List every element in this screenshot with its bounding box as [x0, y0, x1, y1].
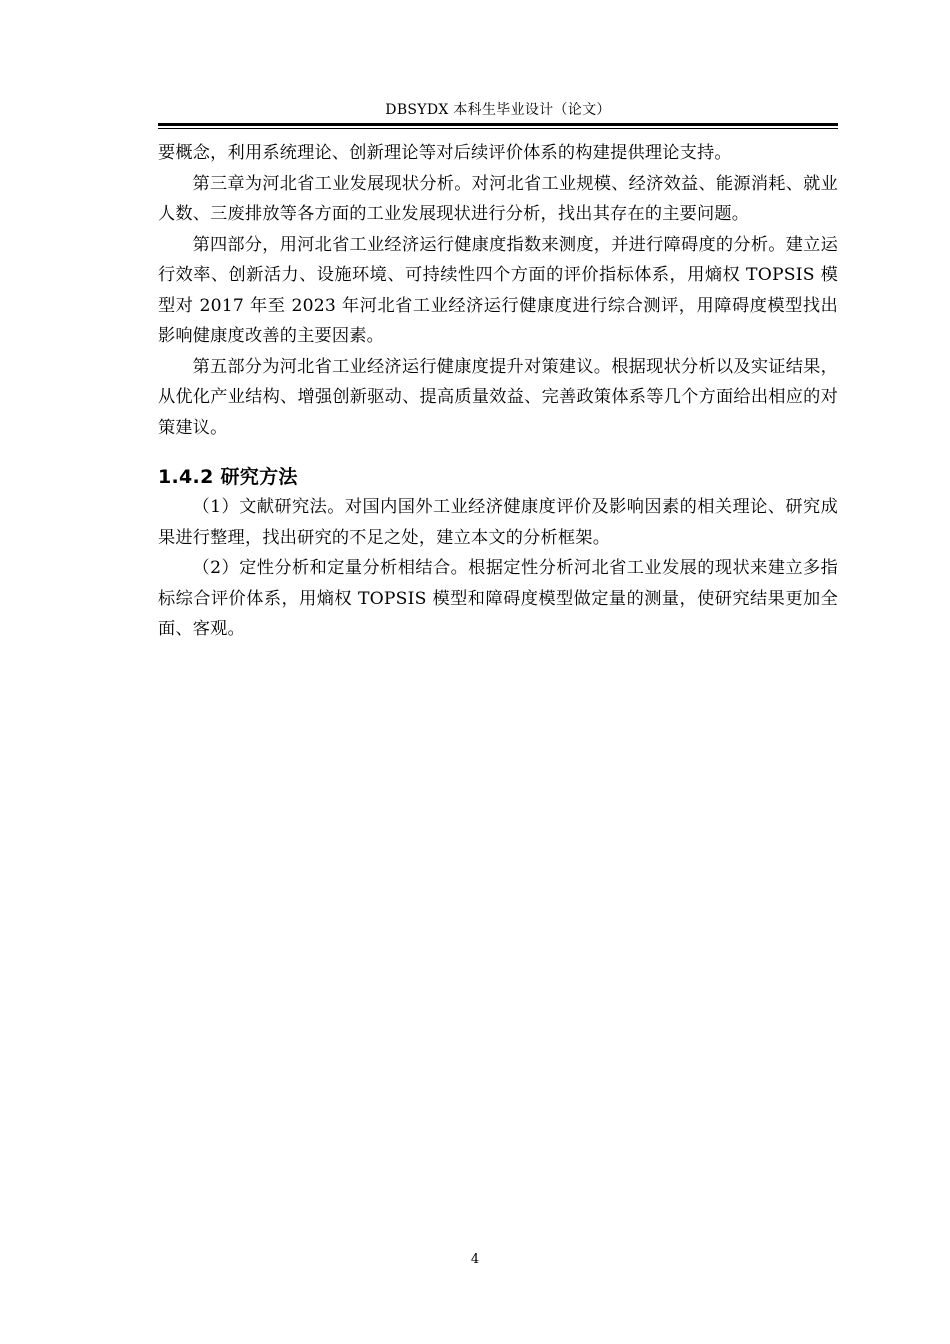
section-gap	[158, 443, 838, 462]
paragraph-part-four: 第四部分，用河北省工业经济运行健康度指数来测度，并进行障碍度的分析。建立运行效率、创新活力、设施环境、可持续性四个方面的评价指标体系，用熵权 TOPSIS 模型对 2017 年至 2023 年河北省工业经济运行健康度进行综合测评，用障碍度模型找出影响健康度改善的主要因素。	[158, 234, 838, 346]
header-rule-thick	[158, 123, 838, 126]
paragraph-continued: 要概念，利用系统理论、创新理论等对后续评价体系的构建提供理论支持。	[158, 143, 732, 163]
page-number: 4	[470, 1252, 480, 1267]
paragraph-method-literature: （1）文献研究法。对国内国外工业经济健康度评价及影响因素的相关理论、研究成果进行整理，找出研究的不足之处，建立本文的分析框架。	[158, 497, 838, 548]
paragraph-chapter-three: 第三章为河北省工业发展现状分析。对河北省工业规模、经济效益、能源消耗、就业人数、三废排放等各方面的工业发展现状进行分析，找出其存在的主要问题。	[158, 173, 838, 224]
paragraph-part-five: 第五部分为河北省工业经济运行健康度提升对策建议。根据现状分析以及实证结果，从优化产业结构、增强创新驱动、提高质量效益、完善政策体系等几个方面给出相应的对策建议。	[158, 356, 838, 438]
paragraph-method-qualitative-quantitative: （2）定性分析和定量分析相结合。根据定性分析河北省工业发展的现状来建立多指标综合评价体系，用熵权 TOPSIS 模型和障碍度模型做定量的测量，使研究结果更加全面、客观。	[158, 558, 838, 639]
body-text	[158, 138, 838, 645]
header-rule-thin	[158, 128, 838, 129]
running-header: DBSYDX 本科生毕业设计（论文）	[385, 102, 611, 118]
section-heading: 1.4.2 研究方法	[158, 466, 298, 488]
